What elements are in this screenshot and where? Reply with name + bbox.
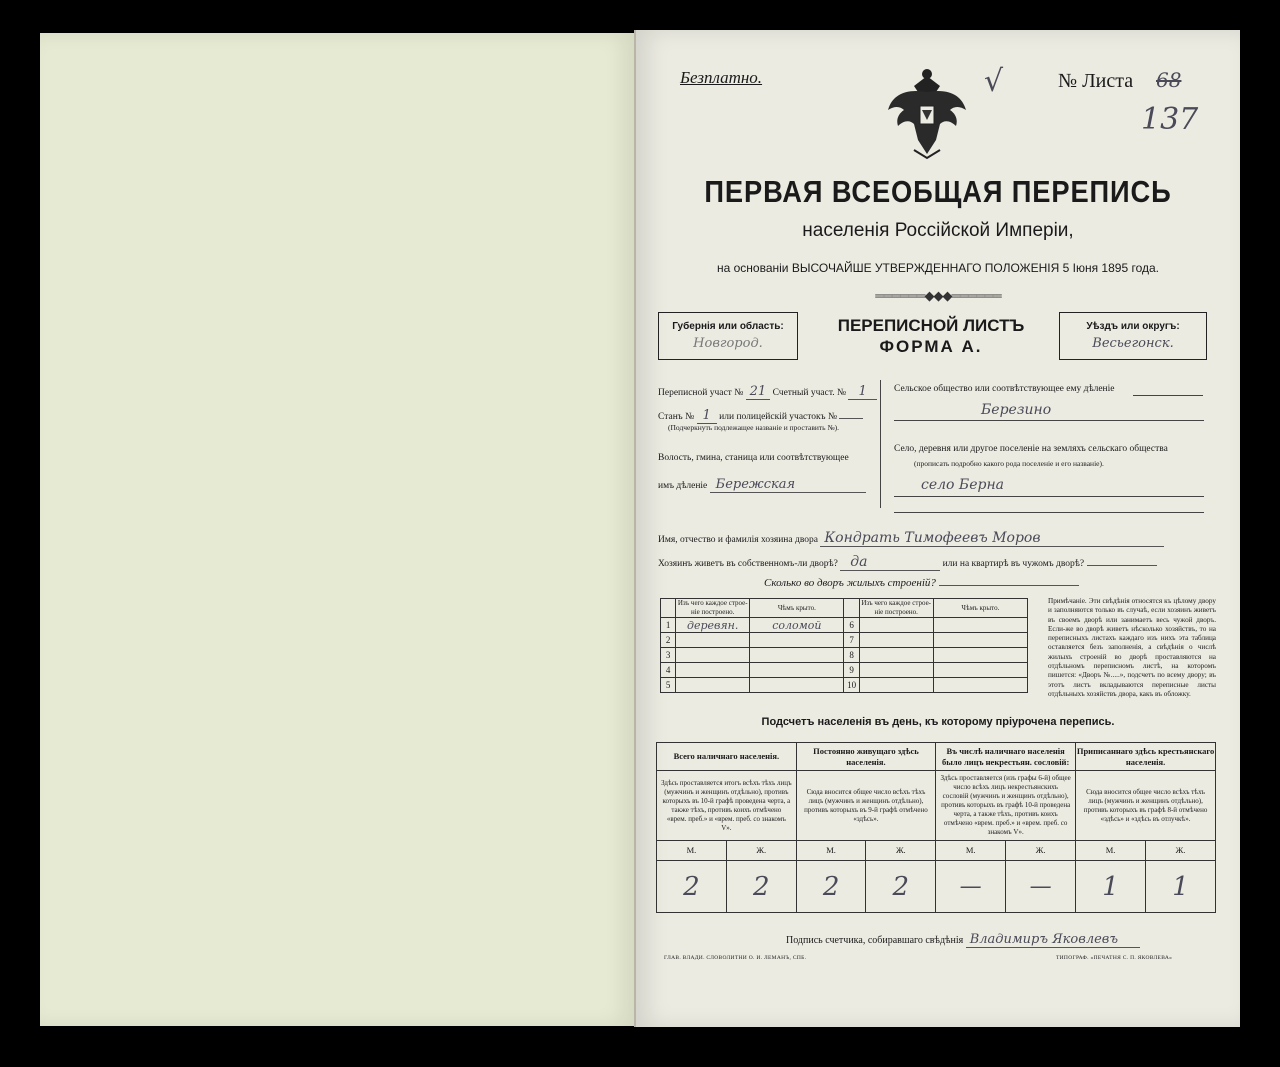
sex-label-f: Ж. [1006,841,1076,861]
count-header-registered: Приписаннаго здѣсь крестьянскаго населенія. [1076,743,1216,771]
row-number: 5 [661,678,676,693]
count-desc-registered: Сюда вносится общее число всѣхъ тѣхъ лицъ (мужчинъ и женщинъ отдѣльно), противъ которыхъ въ графѣ 8-й отмѣчено «здѣсь» и «здѣсь въ отлучкѣ». [1076,771,1216,841]
count-district-label: Счетный участ. № [772,388,847,398]
building-material [859,633,933,648]
census-district-label: Переписной участ № [658,388,744,398]
building-material [676,663,750,678]
province-box [658,312,798,360]
stan-label: Станъ № [658,412,695,422]
police-note: (Подчеркнуть подлежащее названіе и проставить №). [668,423,839,432]
count-value: — [1006,861,1076,913]
village-value: село Берна [921,477,1005,493]
sheet-number-new: 137 [1141,102,1199,137]
volost-label-1: Волость, гмина, станица или соотвѣтствующее [658,453,849,463]
row-number: 2 [661,633,676,648]
volost-label-2: имъ дѣленіе [658,481,708,491]
society-value: Березино [981,402,1052,418]
signature-value: Владимиръ Яковлевъ [966,932,1140,948]
form-title-line1: ПЕРЕПИСНОЙ ЛИСТЪ [837,316,1025,335]
police-label: или полицейскій участокъ № [719,412,838,422]
district-value: Весьегонск. [1092,336,1174,351]
building-material: деревян. [676,618,750,633]
province-label: Губернія или область: [672,321,784,332]
checkmark: √ [984,64,1004,99]
ornament-divider: ══════◆◆◆══════ [875,288,1001,303]
building-material [859,678,933,693]
owner-name-value: Кондрать Тимофеевъ Моров [820,530,1164,547]
district-box [1059,312,1207,360]
building-roof [750,648,844,663]
count-value: 1 [1146,861,1216,913]
table-row [661,678,1028,693]
buildings-count-row [764,577,1079,589]
building-material [859,618,933,633]
building-roof [750,678,844,693]
village-note: (прописать подробно какого рода поселеніе и его названіе). [914,459,1104,468]
sex-label-f: Ж. [726,841,796,861]
fields-divider [880,380,881,508]
stan-value: 1 [697,408,717,424]
count-value: 2 [657,861,727,913]
building-material [676,678,750,693]
signature-row [786,932,1140,948]
free-label: Безплатно. [680,68,763,87]
building-roof: соломой [750,618,844,633]
census-form-page [636,30,1240,1027]
table-row [661,648,1028,663]
left-page-blank [40,33,635,1026]
footer-left: ГЛАВ. ВЛАДИ. СЛОВОЛИТНИ О. И. ЛЕМАНЪ, СПБ. [664,955,807,961]
count-district-value: 1 [848,384,876,400]
owner-rent-label: или на квартирѣ въ чужомъ дворѣ? [942,559,1085,569]
building-roof [750,663,844,678]
owner-lives-value: да [840,554,940,571]
form-main-title: ПЕРВАЯ ВСЕОБЩАЯ ПЕРЕПИСЬ [704,174,1172,209]
count-value: 2 [866,861,936,913]
table-row [661,663,1028,678]
buildings-count-label: Сколько во дворъ жилыхъ строеній? [764,577,936,589]
count-value: 2 [796,861,866,913]
count-header-permanent: Постоянно живущаго здѣсь населенія. [796,743,935,771]
count-header-nonpeasant: Въ числѣ наличнаго населенія было лицъ некрестьян. сословій: [936,743,1076,771]
col-roof-header: Чѣмъ крыто. [750,599,844,618]
row-number: 4 [661,663,676,678]
sheet-number-label: № Листа [1058,70,1134,92]
building-material [676,648,750,663]
count-desc-permanent: Сюда вносится общее число всѣхъ тѣхъ лицъ (мужчинъ и женщинъ отдѣльно), противъ которыхъ въ 9-й графѣ отмѣчено «здѣсь». [796,771,935,841]
buildings-table [660,598,1028,693]
volost-row [658,477,866,493]
row-number: 3 [661,648,676,663]
building-roof [933,648,1027,663]
col-roof-header-2: Чѣмъ крыто. [933,599,1027,618]
count-value: — [936,861,1006,913]
sex-label-m: М. [657,841,727,861]
form-subtitle: населенія Россійской Имперіи, [802,220,1074,241]
row-number: 10 [844,678,859,693]
count-desc-nonpeasant: Здѣсь проставляется (изъ графы 6-й) общее число всѣхъ лицъ некрестьянскихъ сословій (мужчинъ и женщинъ отдѣльно), противъ которыхъ въ графѣ 10-й проведена черта, а также тѣхъ, противъ коихъ отмѣчено «врем. преб.» и «врем. преб. со знакомъ V». [936,771,1076,841]
signature-label: Подпись счетчика, собиравшаго свѣдѣнія [786,935,964,946]
col-material-header-2: Изъ чего каждое строе-ніе построено. [859,599,933,618]
building-roof [933,633,1027,648]
society-label: Сельское общество или соотвѣтствующее ему дѣленіе [894,384,1115,394]
buildings-note: Примѣчаніе. Эти свѣдѣнія относятся къ цѣлому двору и заполняются только въ случаѣ, если хозяинъ живетъ въ своемъ дворѣ или занимаетъ весь чужой дворъ. Если-же во дворѣ живетъ нѣсколько хозяйствъ, то на переписныхъ листахъ каждаго изъ нихъ эта таблица оставляется безъ заполненія, а свѣдѣнія о числѣ жилыхъ строеній во дворѣ проставляются на отдѣльномъ переписномъ листѣ, на которомъ пишется: «Дворъ №.....», подсчетъ по всему двору; въ этотъ листъ вкладываются переписные листы отдѣльныхъ хозяйствъ двора, какъ въ обложку. [1048,597,1216,698]
population-count-table [656,742,1216,913]
building-roof [933,678,1027,693]
owner-name-row [658,530,1164,547]
building-roof [933,618,1027,633]
col-material-header: Изъ чего каждое строе-ніе построено. [676,599,750,618]
district-label: Уѣздъ или округъ: [1086,321,1180,332]
building-material [859,648,933,663]
form-basis: на основаніи ВЫСОЧАЙШЕ УТВЕРЖДЕННАГО ПОЛОЖЕНІЯ 5 Іюня 1895 года. [716,261,1159,275]
owner-name-label: Имя, отчество и фамилія хозяина двора [658,535,818,545]
row-number: 9 [844,663,859,678]
sex-label-f: Ж. [1146,841,1216,861]
building-material [859,663,933,678]
count-value: 1 [1076,861,1146,913]
building-roof [933,663,1027,678]
count-header-present: Всего наличнаго населенія. [657,743,797,771]
row-number: 6 [844,618,859,633]
building-roof [750,633,844,648]
owner-lives-label: Хозяинъ живетъ въ собственномъ-ли дворѣ? [658,559,838,569]
row-number: 7 [844,633,859,648]
population-count-title: Подсчетъ населенія въ день, къ которому пріурочена перепись. [761,716,1115,728]
owner-lives-row [658,554,1157,571]
row-number: 1 [661,618,676,633]
sex-label-f: Ж. [866,841,936,861]
village-label: Село, деревня или другое поселеніе на земляхъ сельскаго общества [894,444,1168,454]
census-district-value: 21 [746,384,771,400]
sex-label-m: М. [1076,841,1146,861]
sex-label-m: М. [936,841,1006,861]
table-row [661,633,1028,648]
volost-value: Бережская [710,477,866,493]
row-number: 8 [844,648,859,663]
census-district-row [658,384,877,399]
sheet-number-struck: 68 [1156,68,1182,92]
count-desc-present: Здѣсь проставляется итогъ всѣхъ тѣхъ лицъ (мужчинъ и женщинъ отдѣльно), противъ которыхъ въ 10-й графѣ проведена черта, а также тѣхъ, противъ коихъ отмѣчено «врем. преб.» и «врем. преб. со знакомъ V». [657,771,797,841]
stan-row [658,408,863,423]
form-title-line2: ФОРМА А. [879,337,983,356]
footer-right: ТИПОГРАФ. «ПЕЧАТНЯ С. П. ЯКОВЛЕВА» [1056,955,1173,961]
building-material [676,633,750,648]
table-row [661,618,1028,633]
province-value: Новгород. [693,336,763,351]
count-value: 2 [726,861,796,913]
sex-label-m: М. [796,841,866,861]
imperial-eagle-emblem [884,66,970,162]
